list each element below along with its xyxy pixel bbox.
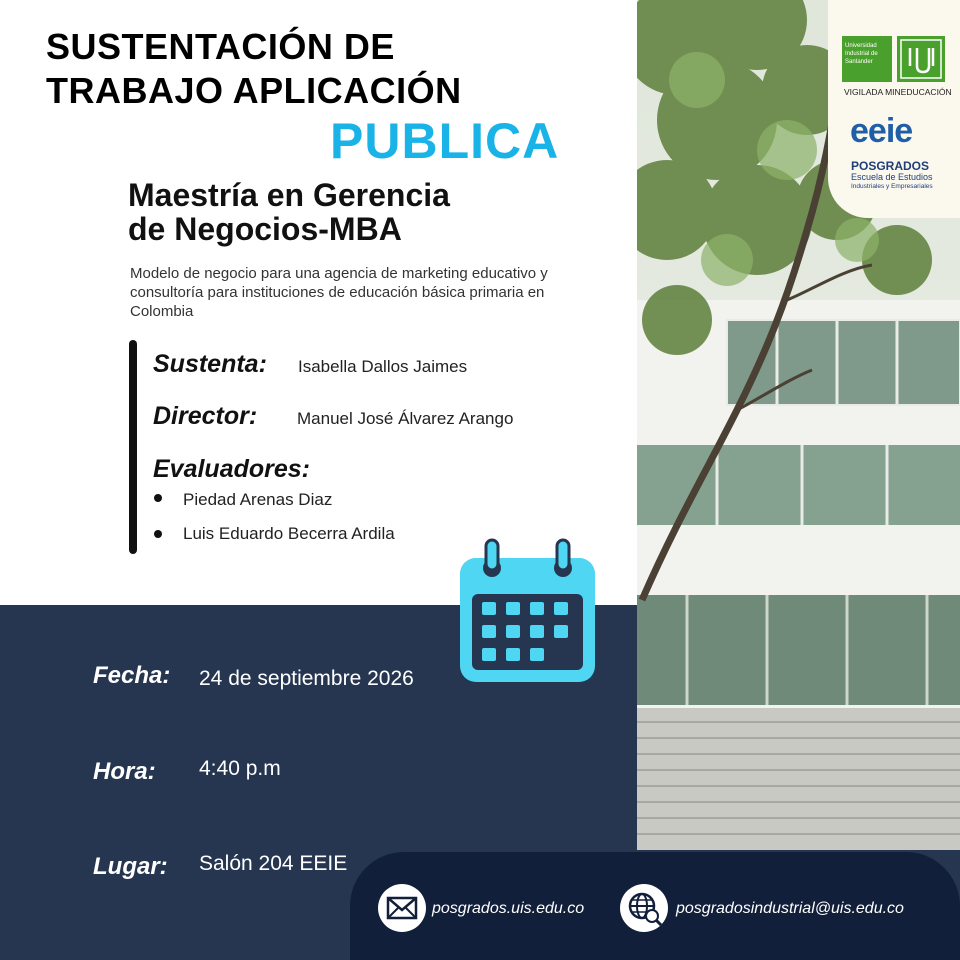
divider-bar [129,340,137,554]
publica-heading: PUBLICA [330,113,560,169]
bullet-icon [154,494,162,502]
hora-value: 4:40 p.m [199,757,281,780]
project-description: Modelo de negocio para una agencia de marketing educativo y consultoría para instituciones de educación básica primaria en Colombia [130,265,548,320]
uis-mark-icon [897,36,945,82]
fecha-value: 24 de septiembre 2026 [199,667,414,690]
sustenta-label: Sustenta: [153,350,267,378]
evaluadores-label: Evaluadores: [153,455,311,483]
calendar-icon [455,538,600,686]
title-line-1: SUSTENTACIÓN DE [46,26,395,67]
director-name: Manuel José Álvarez Arango [297,409,514,428]
program-title-line-2: de Negocios-MBA [128,211,402,247]
sustenta-name: Isabella Dallos Jaimes [298,357,468,376]
industriales-text: Industriales y Empresariales [851,183,933,190]
bullet-icon [154,530,162,538]
website-link[interactable]: posgrados.uis.edu.co [432,900,585,917]
email-link[interactable]: posgradosindustrial@uis.edu.co [676,900,904,917]
envelope-icon [378,884,426,932]
vigilada-text: VIGILADA MINEDUCACIÓN [844,87,952,97]
program-title-line-1: Maestría en Gerencia [128,177,450,213]
hora-label: Hora: [93,758,156,785]
lugar-value: Salón 204 EEIE [199,852,348,875]
escuela-text: Escuela de Estudios [851,172,933,182]
eeie-logo: eeie [850,112,913,150]
director-label: Director: [153,402,258,430]
evaluador-item: Piedad Arenas Diaz [183,490,333,509]
fecha-label: Fecha: [93,662,171,689]
evaluador-item: Luis Eduardo Becerra Ardila [183,524,395,543]
lugar-label: Lugar: [93,853,168,880]
title-line-2: TRABAJO APLICACIÓN [46,70,462,111]
globe-icon [620,884,668,932]
uis-logo-text: Universidad Industrial de Santander [845,43,878,65]
posgrados-text: POSGRADOS [851,159,930,173]
